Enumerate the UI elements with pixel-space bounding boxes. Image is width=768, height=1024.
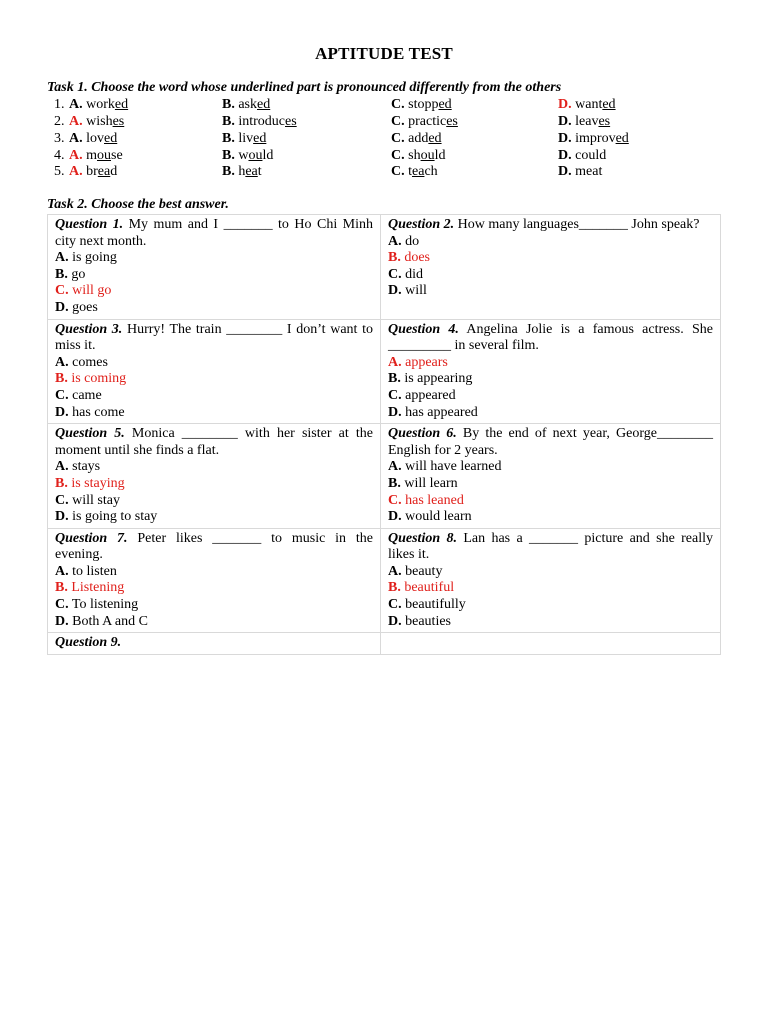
option-text: is going <box>68 250 117 266</box>
answer-option <box>558 97 616 113</box>
question-label: Question 8. <box>388 530 457 546</box>
option-letter: D. <box>558 164 572 179</box>
question-cell <box>48 528 381 633</box>
answer-option <box>69 97 128 113</box>
question-cell <box>48 633 381 655</box>
option-letter: B. <box>388 580 401 596</box>
option-text: is going to stay <box>68 509 158 525</box>
underlined-part: ea <box>412 164 425 179</box>
underlined-part: es <box>446 114 458 129</box>
option-letter: C. <box>391 97 405 112</box>
option-letter: D. <box>388 509 402 525</box>
option-text: will learn <box>400 475 458 491</box>
answer-option <box>55 476 373 493</box>
option-text: has leaned <box>401 492 464 508</box>
underlined-part: ed <box>615 131 629 146</box>
option-letter: A. <box>388 563 402 579</box>
option-text: stays <box>68 459 101 475</box>
option-letter: A. <box>388 233 402 249</box>
option-letter: A. <box>69 164 83 179</box>
option-letter: D. <box>558 97 572 112</box>
option-letter: B. <box>222 164 235 179</box>
underlined-part: ed <box>114 97 129 112</box>
answer-option <box>69 131 117 147</box>
option-letter: B. <box>222 114 235 129</box>
option-word-part: could <box>571 148 607 163</box>
option-text: comes <box>68 354 108 370</box>
question-text <box>55 531 373 564</box>
answer-option <box>388 580 713 597</box>
task1-row <box>54 114 754 131</box>
answer-option <box>388 283 713 300</box>
task1-row <box>54 97 754 114</box>
option-letter: B. <box>222 131 235 146</box>
option-text: to listen <box>68 563 117 579</box>
option-text: is staying <box>67 475 125 491</box>
option-text: To listening <box>68 597 139 613</box>
option-word-part: want <box>571 97 603 112</box>
option-word-part: h <box>234 164 246 179</box>
underlined-part: es <box>285 114 297 129</box>
option-letter: C. <box>55 597 69 613</box>
option-text: is appearing <box>400 371 473 387</box>
answer-option <box>55 564 373 581</box>
option-text: Both A and C <box>68 613 148 629</box>
option-letter: C. <box>391 114 405 129</box>
option-letter: B. <box>388 250 401 266</box>
question-text <box>388 217 713 234</box>
option-word-part: stopp <box>404 97 439 112</box>
question-table <box>47 214 721 655</box>
option-letter: A. <box>55 250 69 266</box>
answer-option <box>222 131 266 147</box>
answer-option <box>69 114 124 130</box>
option-word-part: w <box>234 148 249 163</box>
answer-option <box>222 164 262 180</box>
option-letter: C. <box>391 164 405 179</box>
answer-option <box>55 250 373 267</box>
underlined-part: ou <box>97 148 112 163</box>
question-stem: How many languages_______ John speak? <box>454 217 700 232</box>
option-word-part: ch <box>424 164 438 179</box>
option-letter: B. <box>55 266 68 282</box>
option-text: beauty <box>401 563 443 579</box>
option-word-part: work <box>82 97 115 112</box>
answer-option <box>388 564 713 581</box>
option-word-part: t <box>404 164 413 179</box>
answer-option <box>388 597 713 614</box>
option-word-part: add <box>404 131 429 146</box>
task1-row <box>54 148 754 165</box>
option-text: has come <box>68 404 125 420</box>
item-number: 3. <box>54 131 65 146</box>
question-label: Question 3. <box>55 321 123 337</box>
question-stem: By the end of next year, George________ English for 2 years. <box>388 426 713 458</box>
option-word-part: ask <box>234 97 258 112</box>
answer-option <box>55 509 373 526</box>
option-letter: B. <box>222 148 235 163</box>
question-label: Question 5. <box>55 426 125 442</box>
underlined-part: es <box>598 114 611 129</box>
answer-option <box>388 355 713 372</box>
option-letter: A. <box>55 459 69 475</box>
underlined-part: ed <box>438 97 452 112</box>
question-stem: My mum and I _______ to Ho Chi Minh city next month. <box>55 217 374 249</box>
question-row <box>48 633 721 655</box>
answer-option <box>391 97 452 113</box>
question-label: Question 9. <box>55 635 122 651</box>
option-letter: B. <box>388 475 401 491</box>
option-letter: A. <box>55 563 69 579</box>
option-letter: D. <box>558 114 572 129</box>
option-letter: A. <box>69 114 83 129</box>
question-cell <box>381 633 721 655</box>
option-letter: A. <box>388 459 402 475</box>
option-letter: B. <box>55 475 68 491</box>
option-letter: D. <box>55 404 69 420</box>
option-letter: D. <box>55 509 69 525</box>
option-letter: C. <box>55 283 69 299</box>
option-word-part: liv <box>234 131 254 146</box>
option-letter: C. <box>391 148 405 163</box>
option-text: appears <box>401 354 448 370</box>
question-cell <box>381 424 721 529</box>
question-cell <box>48 424 381 529</box>
option-letter: D. <box>388 283 402 299</box>
answer-option <box>388 459 713 476</box>
option-letter: D. <box>558 131 572 146</box>
answer-option <box>222 97 270 113</box>
underlined-part: ed <box>428 131 442 146</box>
option-letter: B. <box>55 580 68 596</box>
answer-option <box>55 493 373 510</box>
underlined-part: ed <box>104 131 118 146</box>
option-letter: C. <box>55 387 69 403</box>
item-number: 2. <box>54 114 65 129</box>
question-text <box>55 322 373 355</box>
answer-option <box>391 164 438 180</box>
option-text: has appeared <box>401 404 478 420</box>
answer-option <box>388 405 713 422</box>
page-title: APTITUDE TEST <box>315 44 453 63</box>
answer-option <box>388 388 713 405</box>
question-label: Question 4. <box>388 321 459 337</box>
question-stem: Monica ________ with her sister at the moment until she finds a flat. <box>55 426 373 458</box>
option-letter: C. <box>55 492 69 508</box>
underlined-part: es <box>112 114 125 129</box>
item-number: 4. <box>54 148 65 163</box>
task1-row <box>54 131 754 148</box>
question-label: Question 7. <box>55 530 128 546</box>
answer-option <box>558 131 629 147</box>
option-text: came <box>68 387 102 403</box>
question-stem: Angelina Jolie is a famous actress. She _________ in several film. <box>388 321 714 354</box>
answer-option <box>388 493 713 510</box>
option-word-part: se <box>111 148 123 163</box>
item-number: 1. <box>54 97 65 112</box>
option-word-part: sh <box>404 148 421 163</box>
option-letter: B. <box>388 371 401 387</box>
answer-option <box>55 388 373 405</box>
answer-option <box>558 164 602 180</box>
underlined-part: ea <box>97 164 111 179</box>
question-label: Question 2. <box>388 217 455 232</box>
option-text: do <box>401 233 420 249</box>
option-word-part: d <box>110 164 118 179</box>
option-letter: A. <box>69 97 83 112</box>
option-text: does <box>400 250 431 266</box>
question-label: Question 1. <box>55 217 124 232</box>
option-text: would learn <box>401 509 472 525</box>
answer-option <box>391 131 442 147</box>
option-text: beautifully <box>401 597 466 613</box>
option-letter: B. <box>222 97 235 112</box>
answer-option <box>222 148 273 164</box>
question-stem: Peter likes _______ to music in the evening. <box>55 530 374 563</box>
answer-option <box>69 148 123 164</box>
answer-option <box>388 371 713 388</box>
answer-option <box>55 597 373 614</box>
option-word-part: meat <box>571 164 603 179</box>
underlined-part: ou <box>420 148 435 163</box>
option-word-part: ld <box>434 148 446 163</box>
answer-option <box>388 614 713 631</box>
option-text: will have learned <box>401 459 502 475</box>
answer-option <box>55 300 373 317</box>
question-text <box>388 426 713 459</box>
answer-option <box>55 355 373 372</box>
answer-option <box>558 114 610 130</box>
option-text: did <box>401 266 424 282</box>
option-word-part: m <box>82 148 98 163</box>
option-text: will stay <box>68 492 120 508</box>
question-label: Question 6. <box>388 426 457 442</box>
answer-option <box>391 114 458 130</box>
option-letter: C. <box>388 266 402 282</box>
option-text: appeared <box>401 387 456 403</box>
question-text <box>55 217 373 250</box>
question-row <box>48 319 721 424</box>
option-word-part: ld <box>262 148 274 163</box>
option-letter: A. <box>69 131 83 146</box>
option-letter: A. <box>388 354 402 370</box>
option-letter: D. <box>388 613 402 629</box>
option-text: beauties <box>401 613 451 629</box>
option-text: will <box>401 283 427 299</box>
answer-option <box>55 405 373 422</box>
option-word-part: t <box>257 164 262 179</box>
option-word-part: br <box>82 164 98 179</box>
question-stem: Lan has a _______ picture and she really likes it. <box>388 530 714 563</box>
question-row <box>48 215 721 320</box>
question-cell <box>381 319 721 424</box>
question-text <box>55 635 373 652</box>
answer-option <box>388 476 713 493</box>
option-letter: C. <box>388 597 402 613</box>
task1-heading: Task 1. Choose the word whose underlined part is pronounced differently from the others <box>47 80 562 95</box>
answer-option <box>558 148 606 164</box>
answer-option <box>55 283 373 300</box>
option-text: beautiful <box>400 580 455 596</box>
underlined-part: ed <box>253 131 267 146</box>
answer-option <box>69 164 117 180</box>
option-letter: D. <box>388 404 402 420</box>
underlined-part: ea <box>245 164 258 179</box>
answer-option <box>55 459 373 476</box>
underlined-part: ou <box>248 148 263 163</box>
question-text <box>388 531 713 564</box>
option-letter: A. <box>55 354 69 370</box>
option-letter: A. <box>69 148 83 163</box>
option-text: goes <box>68 299 98 315</box>
option-word-part: wish <box>82 114 113 129</box>
task1-row <box>54 164 754 181</box>
option-word-part: lov <box>82 131 105 146</box>
question-stem: Hurry! The train ________ I don’t want to miss it. <box>55 321 373 354</box>
option-text: go <box>67 266 86 282</box>
underlined-part: ed <box>602 97 616 112</box>
question-cell <box>381 528 721 633</box>
option-text: will go <box>68 283 112 299</box>
question-text <box>388 322 713 355</box>
option-letter: C. <box>388 492 402 508</box>
answer-option <box>388 234 713 251</box>
answer-option <box>388 250 713 267</box>
option-word-part: introduc <box>234 114 285 129</box>
answer-option <box>55 371 373 388</box>
option-letter: D. <box>558 148 572 163</box>
question-row <box>48 424 721 529</box>
question-cell <box>48 319 381 424</box>
option-letter: C. <box>388 387 402 403</box>
option-word-part: leav <box>571 114 599 129</box>
item-number: 5. <box>54 164 65 179</box>
question-row <box>48 528 721 633</box>
option-letter: D. <box>55 613 69 629</box>
task2-heading: Task 2. Choose the best answer. <box>47 197 229 212</box>
answer-option <box>55 267 373 284</box>
answer-option <box>391 148 445 164</box>
answer-option <box>388 509 713 526</box>
option-letter: D. <box>55 299 69 315</box>
question-cell <box>381 215 721 320</box>
option-word-part: improv <box>571 131 616 146</box>
answer-option <box>55 580 373 597</box>
option-text: is coming <box>67 371 127 387</box>
question-text <box>55 426 373 459</box>
answer-option <box>55 614 373 631</box>
underlined-part: ed <box>257 97 271 112</box>
option-letter: B. <box>55 371 68 387</box>
answer-option <box>222 114 297 130</box>
option-text: Listening <box>67 580 125 596</box>
option-letter: C. <box>391 131 405 146</box>
option-word-part: practic <box>404 114 447 129</box>
question-cell <box>48 215 381 320</box>
answer-option <box>388 267 713 284</box>
